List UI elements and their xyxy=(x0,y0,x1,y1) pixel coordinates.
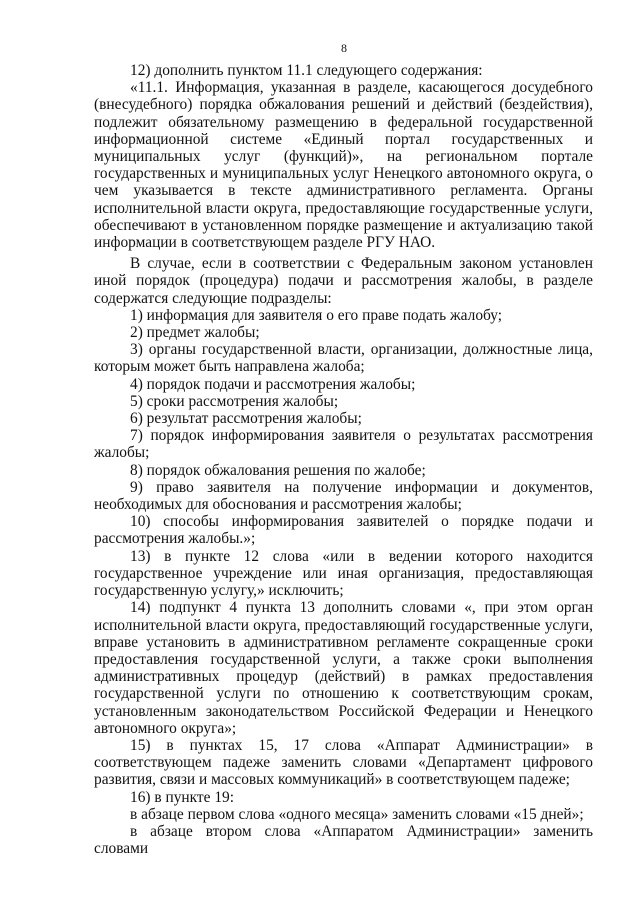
list-item-4: 4) порядок подачи и рассмотрения жалобы; xyxy=(130,375,416,393)
list-item-9: 9) право заявителя на получение информации и документов, необходимых для обоснования и рассмотрения жалобы; xyxy=(94,478,593,514)
paragraph-item-14: 14) подпункт 4 пункта 13 дополнить словами «, при этом орган исполнительной власти округа, предоставляющий государственные услуги, вправе установить в административном регламенте сокращенные сроки предоставления государственной услуги, а также сроки выполнения административных процедур (действий) в рамках предоставления государственной услуги по отношению к соответствующим срокам, установленным законодательством Российской Федерации и Ненецкого автономного округа»; xyxy=(94,599,593,737)
list-item-7: 7) порядок информирования заявителя о результатах рассмотрения жалобы; xyxy=(94,427,593,462)
paragraph-item-15: 15) в пунктах 15, 17 слова «Аппарат Администрации» в соответствующем падеже заменить словами «Департамент цифрового развития, связи и массовых коммуникаций» в соответствующем падеже; xyxy=(94,736,593,789)
list-item-5: 5) сроки рассмотрения жалобы; xyxy=(130,392,339,410)
paragraph-item-16-abzac-2: в абзаце втором слова «Аппаратом Администрации» заменить словами xyxy=(94,822,593,858)
list-item-8: 8) порядок обжалования решения по жалобе; xyxy=(130,461,426,479)
paragraph-item-16-abzac-1: в абзаце первом слова «одного месяца» заменить словами «15 дней»; xyxy=(130,805,584,823)
list-item-3: 3) органы государственной власти, организации, должностные лица, которым может быть направлена жалоба; xyxy=(94,341,593,376)
paragraph-11-1: «11.1. Информация, указанная в разделе, касающегося досудебного (внесудебного) порядка обжалования решений и действий (бездействия), подлежит обязательному размещению в федеральной государственной информационной системе «Единый портал государственных и муниципальных услуг (функций)», на региональном портале государственных и муниципальных услуг Ненецкого автономного округа, о чем указывается в тексте административного регламента. Органы исполнительной власти округа, предоставляющие государственные услуги, обеспечивают в установленном порядке размещение и актуализацию такой информации в соответствующем разделе РГУ НАО. xyxy=(94,79,593,252)
paragraph-item-12: 12) дополнить пунктом 11.1 следующего содержания: xyxy=(130,62,483,79)
page-number: 8 xyxy=(341,41,347,55)
paragraph-item-16: 16) в пункте 19: xyxy=(130,788,234,806)
document-body xyxy=(94,62,593,857)
paragraph-subsections-intro: В случае, если в соответствии с Федеральным законом установлен иной порядок (процедура) подачи и рассмотрения жалобы, в разделе содержатся следующие подразделы: xyxy=(94,255,593,307)
list-item-10: 10) способы информирования заявителей о порядке подачи и рассмотрения жалобы.»; xyxy=(94,513,593,548)
list-item-6: 6) результат рассмотрения жалобы; xyxy=(130,410,362,428)
list-item-2: 2) предмет жалобы; xyxy=(130,324,260,342)
paragraph-item-13: 13) в пункте 12 слова «или в ведении которого находится государственное учреждение или иная организация, предоставляющая государственную услугу,» исключить; xyxy=(94,547,593,600)
list-item-1: 1) информация для заявителя о его праве подать жалобу; xyxy=(130,306,503,324)
